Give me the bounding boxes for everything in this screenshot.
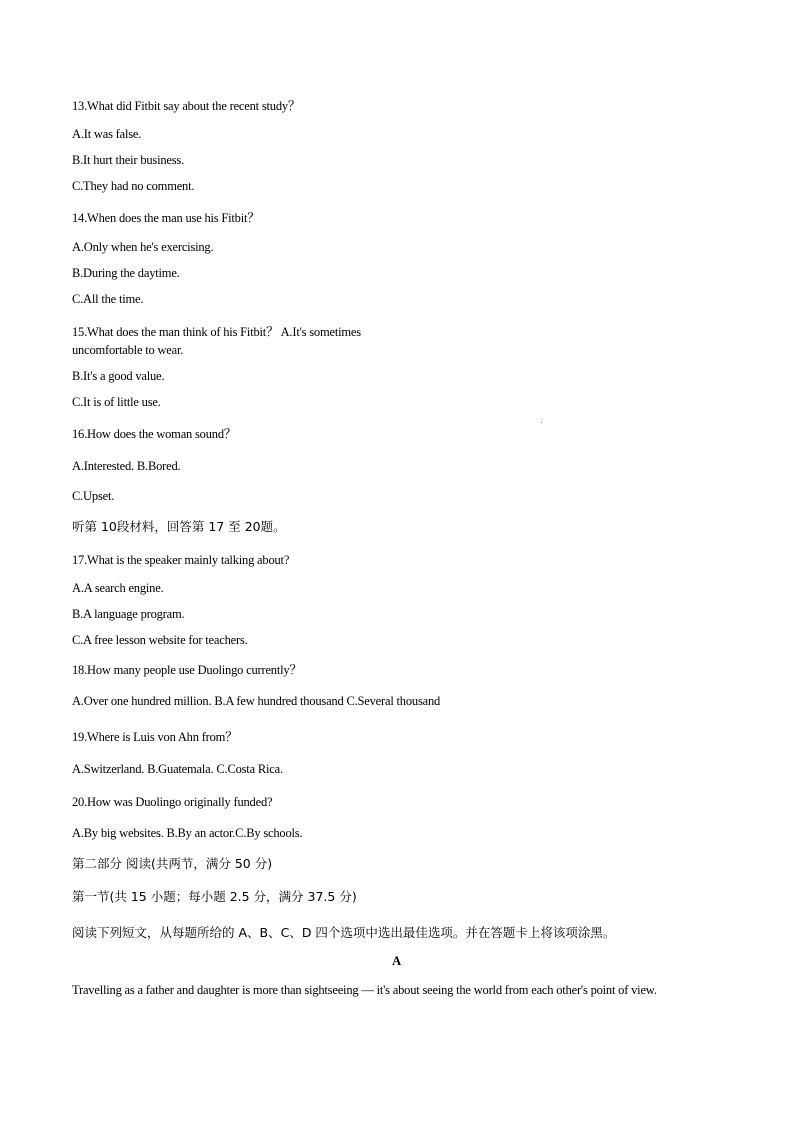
q15-question-cont: uncomfortable to wear. [72,343,184,357]
q16-question: 16.How does the woman sound？ [72,427,237,441]
q13-option-a: A.It was false. [72,127,142,141]
q19-option-b: B.Guatemala. [147,762,214,776]
q14-option-b: B.During the daytime. [72,266,180,280]
q19-option-a: A.Switzerland. [72,762,145,776]
q17-option-a: A.A search engine. [72,581,164,595]
q18-option-a: A.Over one hundred million. [72,694,212,708]
q17-question: 17.What is the speaker mainly talking about? [72,553,290,567]
q18-question: 18.How many people use Duolingo currently？ [72,663,302,677]
section1-heading: 第一节(共 15 小题；每小题 2.5 分，满分 37.5 分) [72,889,357,904]
q19-question: 19.Where is Luis von Ahn from？ [72,730,238,744]
q16-options-ab: A.Interested. B.Bored. [72,459,181,473]
q14-option-c: C.All the time. [72,292,144,306]
q13-option-b: B.It hurt their business. [72,153,185,167]
q17-option-b: B.A language program. [72,607,185,621]
stray-mark [541,422,542,423]
passage-first-line: Travelling as a father and daughter is more than sightseeing — it's about seeing the world from each other's point of view. [72,983,657,997]
q13-question: 13.What did Fitbit say about the recent study？ [72,99,301,113]
q14-option-a: A.Only when he's exercising. [72,240,214,254]
q16-option-c: C.Upset. [72,489,115,503]
q15-question: 15.What does the man think of his Fitbit？ A.It's sometimes [72,325,361,339]
passage-label: A [392,954,401,968]
q14-question: 14.When does the man use his Fitbit？ [72,211,260,225]
q13-option-c: C.They had no comment. [72,179,195,193]
q19-options [72,761,283,777]
q18-options [72,693,440,709]
reading-instruction: 阅读下列短文，从每题所给的 A、B、C、D 四个选项中选出最佳选项。并在答题卡上将该项涂黑。 [72,925,616,940]
q19-option-c: C.Costa Rica. [216,762,283,776]
q17-option-c: C.A free lesson website for teachers. [72,633,248,647]
q20-options: A.By big websites. B.By an actor.C.By schools. [72,826,303,840]
q20-question: 20.How was Duolingo originally funded? [72,795,273,809]
q15-option-c: C.It is of little use. [72,395,161,409]
q18-option-b: B.A few hundred thousand [214,694,344,708]
part2-heading: 第二部分 阅读(共两节，满分 50 分) [72,856,273,871]
q15-option-b: B.It's a good value. [72,369,165,383]
q18-option-c: C.Several thousand [346,694,441,708]
section10-instruction: 听第 10段材料，回答第 17 至 20题。 [72,519,286,534]
